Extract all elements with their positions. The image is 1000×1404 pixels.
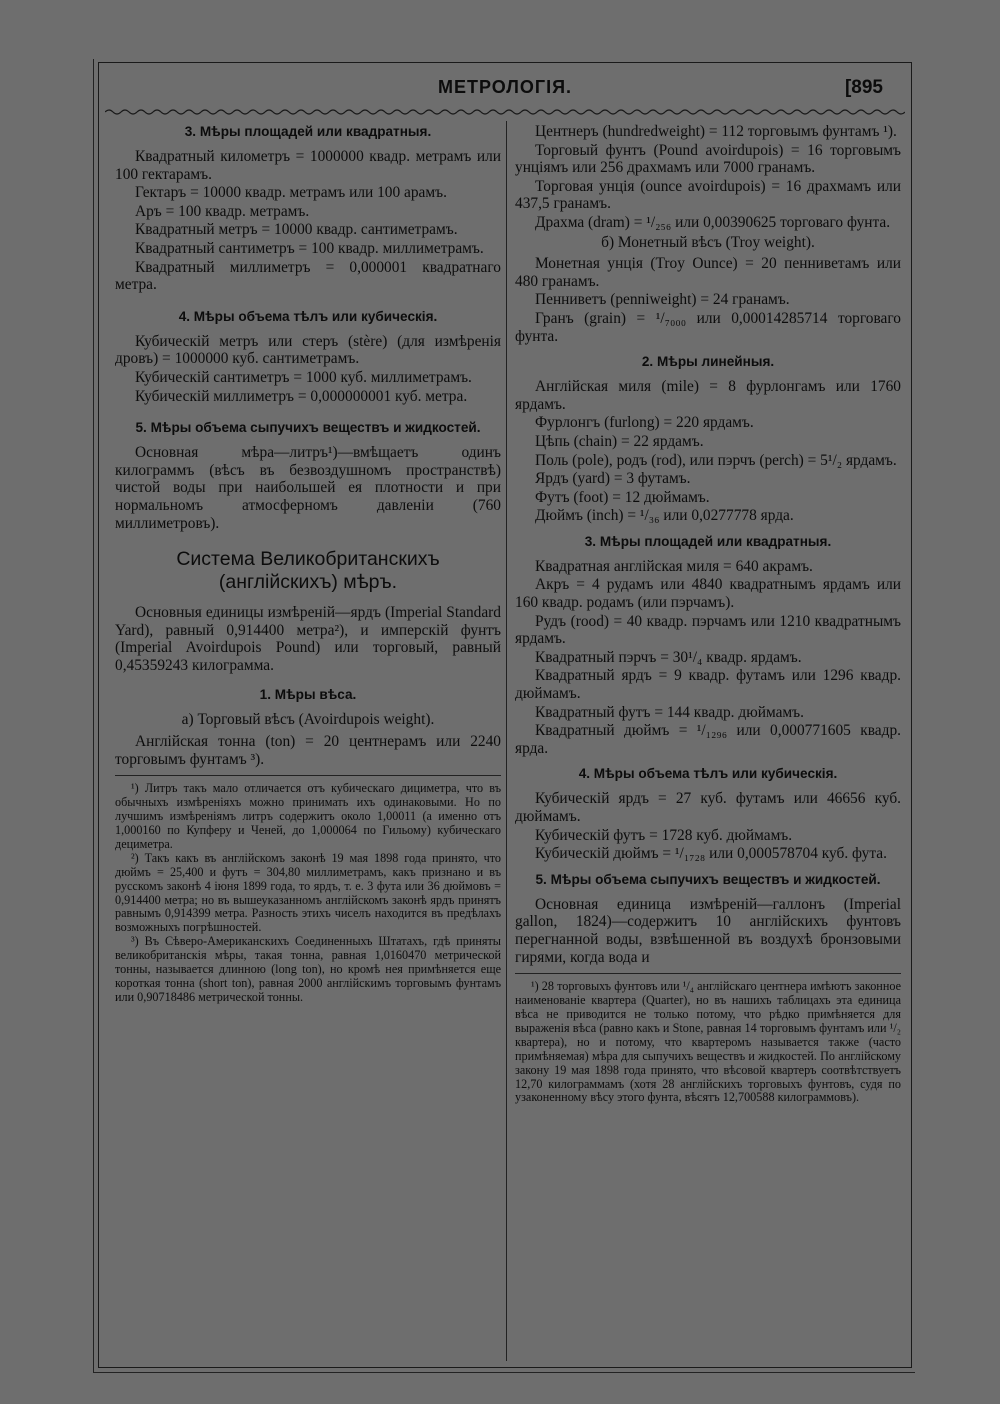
system-title: Система Великобританскихъ (англійскихъ) мѣръ. — [176, 548, 440, 594]
page-frame — [98, 62, 912, 1368]
page-number: [895 — [844, 77, 883, 98]
section-heading: 5. Мѣры объема сыпучихъ веществъ и жидкостей. — [535, 871, 881, 887]
subsection-heading: а) Торговый вѣсъ (Avoirdupois weight). — [181, 711, 435, 729]
right-column — [515, 121, 901, 1361]
section-heading: 3. Мѣры площадей или квадратныя. — [184, 124, 432, 139]
footnote: ³) Въ Сѣверо-Американскихъ Соединенныхъ Штатахъ, гдѣ приняты великобританскія мѣры, такая тонна, равная 1,0160470 метрической тонны, называется длинною (long ton), но кромѣ нея примѣняется еще короткая тонна (short ton), равная 2000 англійскимъ торговымъ фунтамъ или 0,90718486 метрической тонны. — [115, 934, 501, 1004]
footnotes — [115, 782, 501, 1005]
entry: Квадратный метръ = 10000 квадр. сантиметрамъ. — [135, 221, 458, 239]
entry: Центнеръ (hundredweight) = 112 торговымъ фунтамъ ¹). — [535, 123, 897, 140]
entry: Фурлонгъ (furlong) = 220 ярдамъ. — [535, 414, 754, 432]
entry: Кубическій футъ = 1728 куб. дюймамъ. — [535, 826, 793, 844]
section-heading: 4. Мѣры объема тѣлъ или кубическія. — [178, 308, 438, 324]
entry: Драхма (dram) = ¹/₂₅₆ или 0,00390625 торговаго фунта. — [535, 213, 891, 231]
footnote-rule — [115, 775, 501, 776]
entry: Поль (pole), родъ (rod), или пэрчъ (perch) = 5¹/₂ ярдамъ. — [535, 451, 897, 469]
entry: Кубическій миллиметръ = 0,000000001 куб. метра. — [135, 387, 468, 405]
entry: Кубическій дюймъ = ¹/₁₇₂₈ или 0,000578704 куб. фута. — [535, 845, 887, 863]
footnote: ¹) Литръ такъ мало отличается отъ кубическаго дициметра, что въ обычныхъ измѣреніяхъ можно принимать ихъ одинаковыми. Но по лучшимъ измѣреніямъ литръ содержитъ около 1,00011 (а именно отъ 1,000160 по Купферу и Ченей, до 1,000064 по Гильому) кубическаго дециметра. — [115, 781, 501, 851]
section-heading: 1. Мѣры вѣса. — [259, 687, 357, 703]
entry: Кубическій сантиметръ = 1000 куб. миллиметрамъ. — [135, 368, 472, 386]
footnote: ¹) 28 торговыхъ фунтовъ или ¹/₄ англійскаго центнера имѣютъ законное наименованіе квартера (Quarter), но въ нашихъ таблицахъ эта единица вѣса не приводится не только потому, что рѣдко примѣняется для выраженія вѣса (равно какъ и Stone, равная 14 торговымъ фунтамъ или ¹/₂ квартера), но и потому, что квартеромъ называется также (часто примѣняемая) мѣра для сыпучихъ веществъ и жидкостей. По англійскому закону 19 мая 1898 года принято, что вѣсовой квартеръ соотвѣтствуетъ 12,70 килограммамъ (хотя 28 англійскихъ торговыхъ фунтовъ, судя по узаконенному вѣсу этого фунта, вѣсятъ 12,700588 килограммовъ). — [515, 979, 901, 1105]
section-heading: 5. Мѣры объема сыпучихъ веществъ и жидкостей. — [135, 420, 481, 436]
entry: Кубическій ярдъ = 27 куб. футамъ или 46656 куб. дюймамъ. — [515, 790, 901, 825]
entry: Футъ (foot) = 12 дюймамъ. — [535, 488, 710, 506]
paragraph: Основная единица измѣреній—галлонъ (Imperial gallon, 1824)—содержитъ 10 англійскихъ фунтовъ перегнанной воды, взвѣшенной въ воздухѣ бронзовыми гирями, когда вода и — [515, 895, 901, 966]
entry: Торговая унція (ounce avoirdupois) = 16 драхмамъ или 437,5 гранамъ. — [515, 177, 901, 213]
entry: Квадратный пэрчъ = 30¹/₄ квадр. ярдамъ. — [535, 648, 802, 666]
left-column — [115, 121, 501, 1361]
section-heading: 4. Мѣры объема тѣлъ или кубическія. — [578, 766, 838, 782]
running-header — [99, 77, 911, 105]
entry: Цѣпь (chain) = 22 ярдамъ. — [535, 432, 704, 450]
entry: Акръ = 4 рудамъ или 4840 квадратнымъ ярдамъ или 160 квадр. родамъ (или пэрчамъ). — [515, 576, 901, 612]
entry: Торговый фунтъ (Pound avoirdupois) = 16 торговымъ унціямъ или 256 драхмамъ или 7000 гранамъ. — [515, 141, 901, 177]
section-heading: 2. Мѣры линейныя. — [641, 354, 775, 370]
entry: Кубическій метръ или стеръ (stère) (для измѣренія дровъ) = 1000000 куб. сантиметрамъ. — [115, 332, 501, 368]
entry: Монетная унція (Troy Ounce) = 20 пенниветамъ или 480 гранамъ. — [515, 255, 901, 290]
subsection-heading: б) Монетный вѣсъ (Troy weight). — [601, 233, 815, 251]
entry: Англійская миля (mile) = 8 фурлонгамъ или 1760 ярдамъ. — [515, 378, 901, 413]
entry: Рудъ (rood) = 40 квадр. пэрчамъ или 1210 квадратнымъ ярдамъ. — [515, 612, 901, 648]
footnote-rule — [515, 973, 901, 974]
page-title: МЕТРОЛОГІЯ. — [437, 77, 573, 97]
entry: Англійская тонна (ton) = 20 центнерамъ или 2240 торговымъ фунтамъ ³). — [115, 733, 501, 768]
entry: Гектаръ = 10000 квадр. метрамъ или 100 арамъ. — [135, 184, 447, 202]
entry: Пенниветъ (penniweight) = 24 гранамъ. — [535, 291, 790, 309]
entry: Квадратный километръ = 1000000 квадр. метрамъ или 100 гектарамъ. — [115, 148, 501, 183]
entry: Квадратный сантиметръ = 100 квадр. миллиметрамъ. — [135, 239, 484, 257]
entry: Квадратный ярдъ = 9 квадр. футамъ или 1296 квадр. дюймамъ. — [515, 667, 901, 703]
entry: Гранъ (grain) = ¹/₇₀₀₀ или 0,00014285714 торговаго фунта. — [515, 309, 901, 345]
entry: Дюймъ (inch) = ¹/₃₆ или 0,0277778 ярда. — [535, 507, 794, 525]
column-divider — [506, 121, 507, 1361]
section-heading: 3. Мѣры площадей или квадратныя. — [584, 533, 832, 549]
entry: Квадратный миллиметръ = 0,000001 квадратнаго метра. — [115, 258, 501, 294]
entry: Аръ = 100 квадр. метрамъ. — [135, 202, 310, 220]
paragraph: Основная мѣра—литръ¹)—вмѣщаетъ одинъ килограммъ (вѣсъ въ безвоздушномъ пространствѣ) чистой воды при наибольшей ея плотности и при нормальномъ атмосферномъ давленіи (760 миллиметровъ). — [115, 444, 501, 532]
footnote: ²) Такъ какъ въ англійскомъ законѣ 19 мая 1898 года принято, что дюймъ = 25,400 и футъ = 304,80 миллиметрамъ, какъ признано и въ русскомъ законѣ 4 іюня 1899 года, то ярдъ, т. е. 3 фута или 36 дюймовъ = 0,914400 метра; но въ вышеуказанномъ англійскомъ законѣ ярдъ принятъ равнымъ 0,914399 метра. Разность этихъ чиселъ находится въ предѣлахъ возможныхъ погрѣшностей. — [115, 850, 501, 935]
entry: Квадратный футъ = 144 квадр. дюймамъ. — [535, 703, 804, 721]
paragraph: Основныя единицы измѣреній—ярдъ (Imperial Standard Yard), равный 0,914400 метра²), и имперскій фунтъ (Imperial Avoirdupois Pound) или торговый, равный 0,45359243 килограмма. — [115, 604, 501, 674]
entry: Ярдъ (yard) = 3 футамъ. — [535, 470, 691, 488]
entry: Квадратная англійская миля = 640 акрамъ. — [535, 557, 813, 575]
entry: Квадратный дюймъ = ¹/₁₂₉₆ или 0,000771605 квадр. ярда. — [515, 722, 901, 757]
footnotes — [515, 980, 901, 1105]
wavy-rule — [105, 107, 905, 117]
